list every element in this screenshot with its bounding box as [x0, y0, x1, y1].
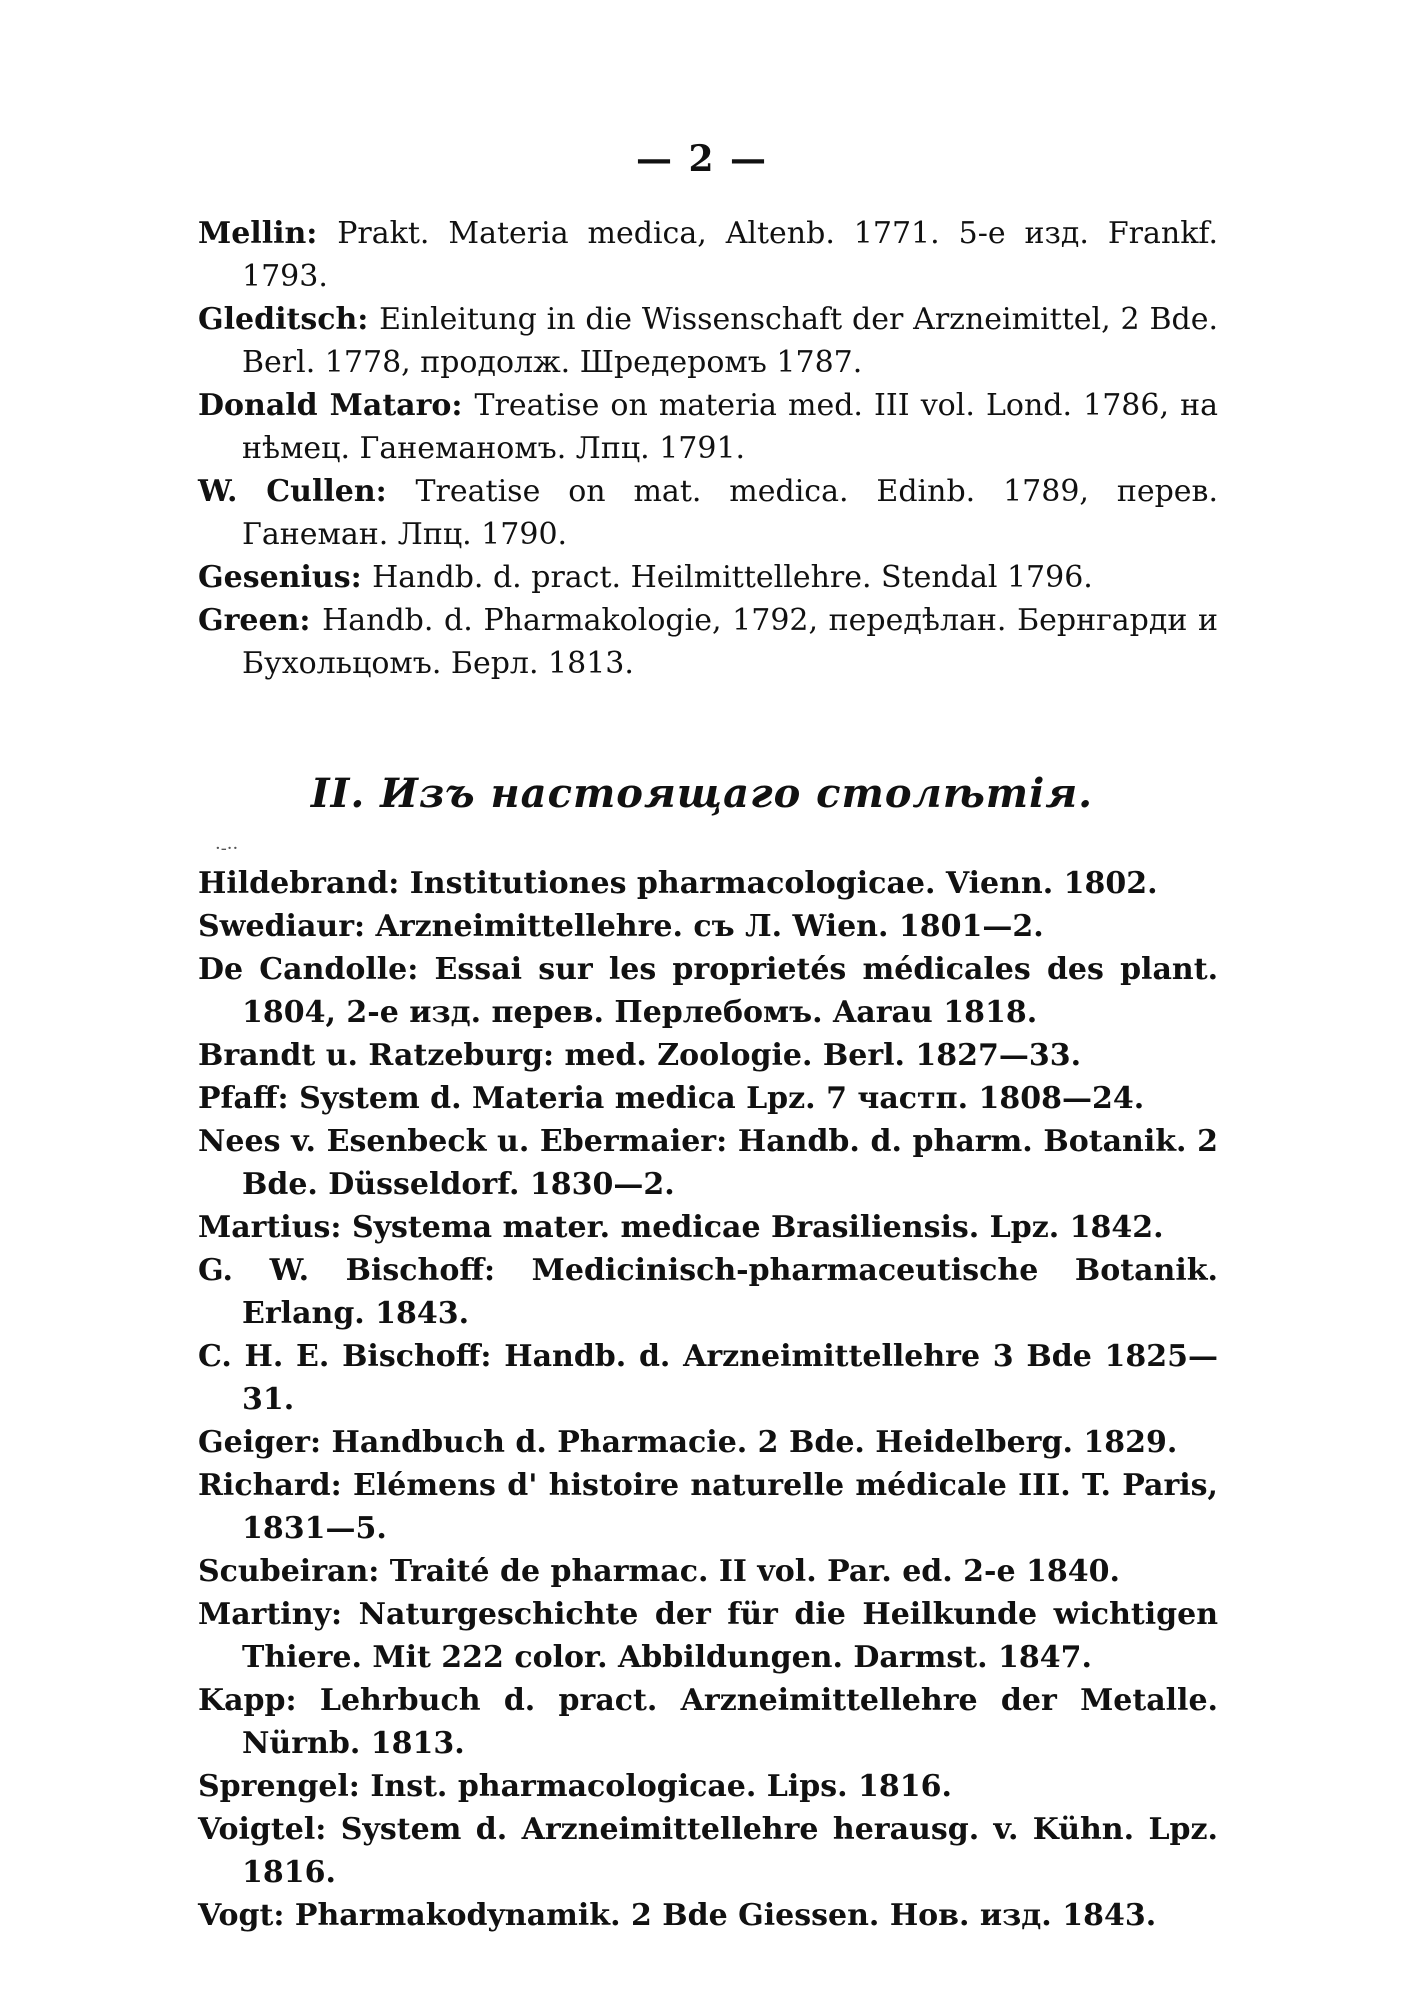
entry-author: Brandt u. Ratzeburg:	[198, 1038, 555, 1073]
entry-details: Medicinisch-pharmaceutische Botanik. Erlang. 1843.	[242, 1253, 1218, 1331]
entry-details: Treatise on materia med. III vol. Lond. 1786, на нѣмец. Ганеманомъ. Лпц. 1791.	[242, 388, 1218, 466]
entry-details: Handb. d. Arzneimittellehre 3 Bde 1825—31.	[242, 1339, 1218, 1417]
entry-details: Handb. d. pract. Heilmittellehre. Stendal 1796.	[372, 560, 1093, 595]
entry-details: Institutiones pharmacologicae. Vienn. 1802.	[409, 866, 1158, 901]
entry-details: Elémens d' histoire naturelle médicale III. T. Paris, 1831—5.	[242, 1468, 1218, 1546]
bibliography-entry	[198, 212, 1218, 298]
entry-author: Sprengel:	[198, 1769, 360, 1804]
bibliography-entry	[198, 556, 1218, 599]
entry-author: W. Cullen:	[198, 474, 387, 509]
entry-details: Einleitung in die Wissenschaft der Arzneimittel, 2 Bde. Berl. 1778, продолж. Шредеромъ 1787.	[242, 302, 1218, 380]
entry-details: Treatise on mat. medica. Edinb. 1789, перев. Ганеман. Лпц. 1790.	[242, 474, 1218, 552]
bibliography-list-18th-century	[198, 212, 1218, 685]
entry-author: Gesenius:	[198, 560, 362, 595]
entry-details: Lehrbuch d. pract. Arzneimittellehre der Metalle. Nürnb. 1813.	[242, 1683, 1218, 1761]
entry-author: Hildebrand:	[198, 866, 400, 901]
bibliography-entry	[198, 905, 1218, 948]
entry-details: Prakt. Materia medica, Altenb. 1771. 5-е изд. Frankf. 1793.	[242, 216, 1218, 294]
entry-author: Donald Mataro:	[198, 388, 463, 423]
entry-author: Swediaur:	[198, 909, 366, 944]
entry-author: Gleditsch:	[198, 302, 369, 337]
bibliography-entry	[198, 1335, 1218, 1421]
entry-details: System d. Materia medica Lpz. 7 частп. 1808—24.	[299, 1081, 1145, 1116]
entry-details: Inst. pharmacologicae. Lips. 1816.	[370, 1769, 952, 1804]
entry-author: Geiger:	[198, 1425, 322, 1460]
printer-mark: ·-··	[215, 838, 239, 859]
bibliography-entry	[198, 1034, 1218, 1077]
page-number: — 2 —	[635, 138, 769, 180]
bibliography-entry	[198, 1464, 1218, 1550]
entry-details: System d. Arzneimittellehre herausg. v. Kühn. Lpz. 1816.	[242, 1812, 1218, 1890]
bibliography-entry	[198, 862, 1218, 905]
bibliography-entry	[198, 384, 1218, 470]
entry-author: Green:	[198, 603, 311, 638]
bibliography-entry	[198, 1550, 1218, 1593]
bibliography-entry	[198, 1765, 1218, 1808]
bibliography-entry	[198, 1249, 1218, 1335]
entry-author: Mellin:	[198, 216, 318, 251]
bibliography-entry	[198, 1206, 1218, 1249]
entry-details: Arzneimittellehre. съ Л. Wien. 1801—2.	[375, 909, 1044, 944]
bibliography-entry	[198, 1894, 1218, 1937]
section-heading: II. Изъ настоящаго столѣтія.	[310, 770, 1094, 817]
bibliography-entry	[198, 1679, 1218, 1765]
bibliography-entry	[198, 1593, 1218, 1679]
bibliography-list-current-century	[198, 862, 1218, 1937]
entry-author: C. H. E. Bischoff:	[198, 1339, 492, 1374]
entry-details: Handb. d. Pharmakologie, 1792, передѣлан. Бернгарди и Бухольцомъ. Берл. 1813.	[242, 603, 1219, 681]
entry-author: Martius:	[198, 1210, 342, 1245]
bibliography-entry	[198, 1421, 1218, 1464]
bibliography-entry	[198, 1077, 1218, 1120]
entry-details: Systema mater. medicae Brasiliensis. Lpz. 1842.	[351, 1210, 1164, 1245]
bibliography-entry	[198, 470, 1218, 556]
entry-details: Pharmakodynamik. 2 Bde Giessen. Нов. изд. 1843.	[294, 1898, 1157, 1933]
entry-details: Essai sur les proprietés médicales des plant. 1804, 2-е изд. перев. Перлебомъ. Aarau 1818.	[242, 952, 1219, 1030]
bibliography-entry	[198, 599, 1218, 685]
entry-author: Voigtel:	[198, 1812, 327, 1847]
entry-details: Handb. d. pharm. Botanik. 2 Bde. Düsseldorf. 1830—2.	[242, 1124, 1218, 1202]
entry-author: Richard:	[198, 1468, 342, 1503]
entry-author: Scubeiran:	[198, 1554, 380, 1589]
bibliography-entry	[198, 1120, 1218, 1206]
bibliography-entry	[198, 1808, 1218, 1894]
entry-author: Vogt:	[198, 1898, 285, 1933]
entry-author: Kapp:	[198, 1683, 297, 1718]
entry-details: Handbuch d. Pharmacie. 2 Bde. Heidelberg. 1829.	[331, 1425, 1178, 1460]
entry-author: Martiny:	[198, 1597, 343, 1632]
entry-author: Pfaff:	[198, 1081, 289, 1116]
entry-author: G. W. Bischoff:	[198, 1253, 496, 1288]
entry-author: Nees v. Esenbeck u. Ebermaier:	[198, 1124, 728, 1159]
entry-details: Traité de pharmac. II vol. Par. ed. 2-е 1840.	[389, 1554, 1120, 1589]
entry-details: Naturgeschichte der für die Heilkunde wichtigen Thiere. Mit 222 color. Abbildungen. Darmst. 1847.	[242, 1597, 1219, 1675]
entry-details: med. Zoologie. Berl. 1827—33.	[564, 1038, 1082, 1073]
bibliography-entry	[198, 948, 1218, 1034]
entry-author: De Candolle:	[198, 952, 419, 987]
bibliography-entry	[198, 298, 1218, 384]
